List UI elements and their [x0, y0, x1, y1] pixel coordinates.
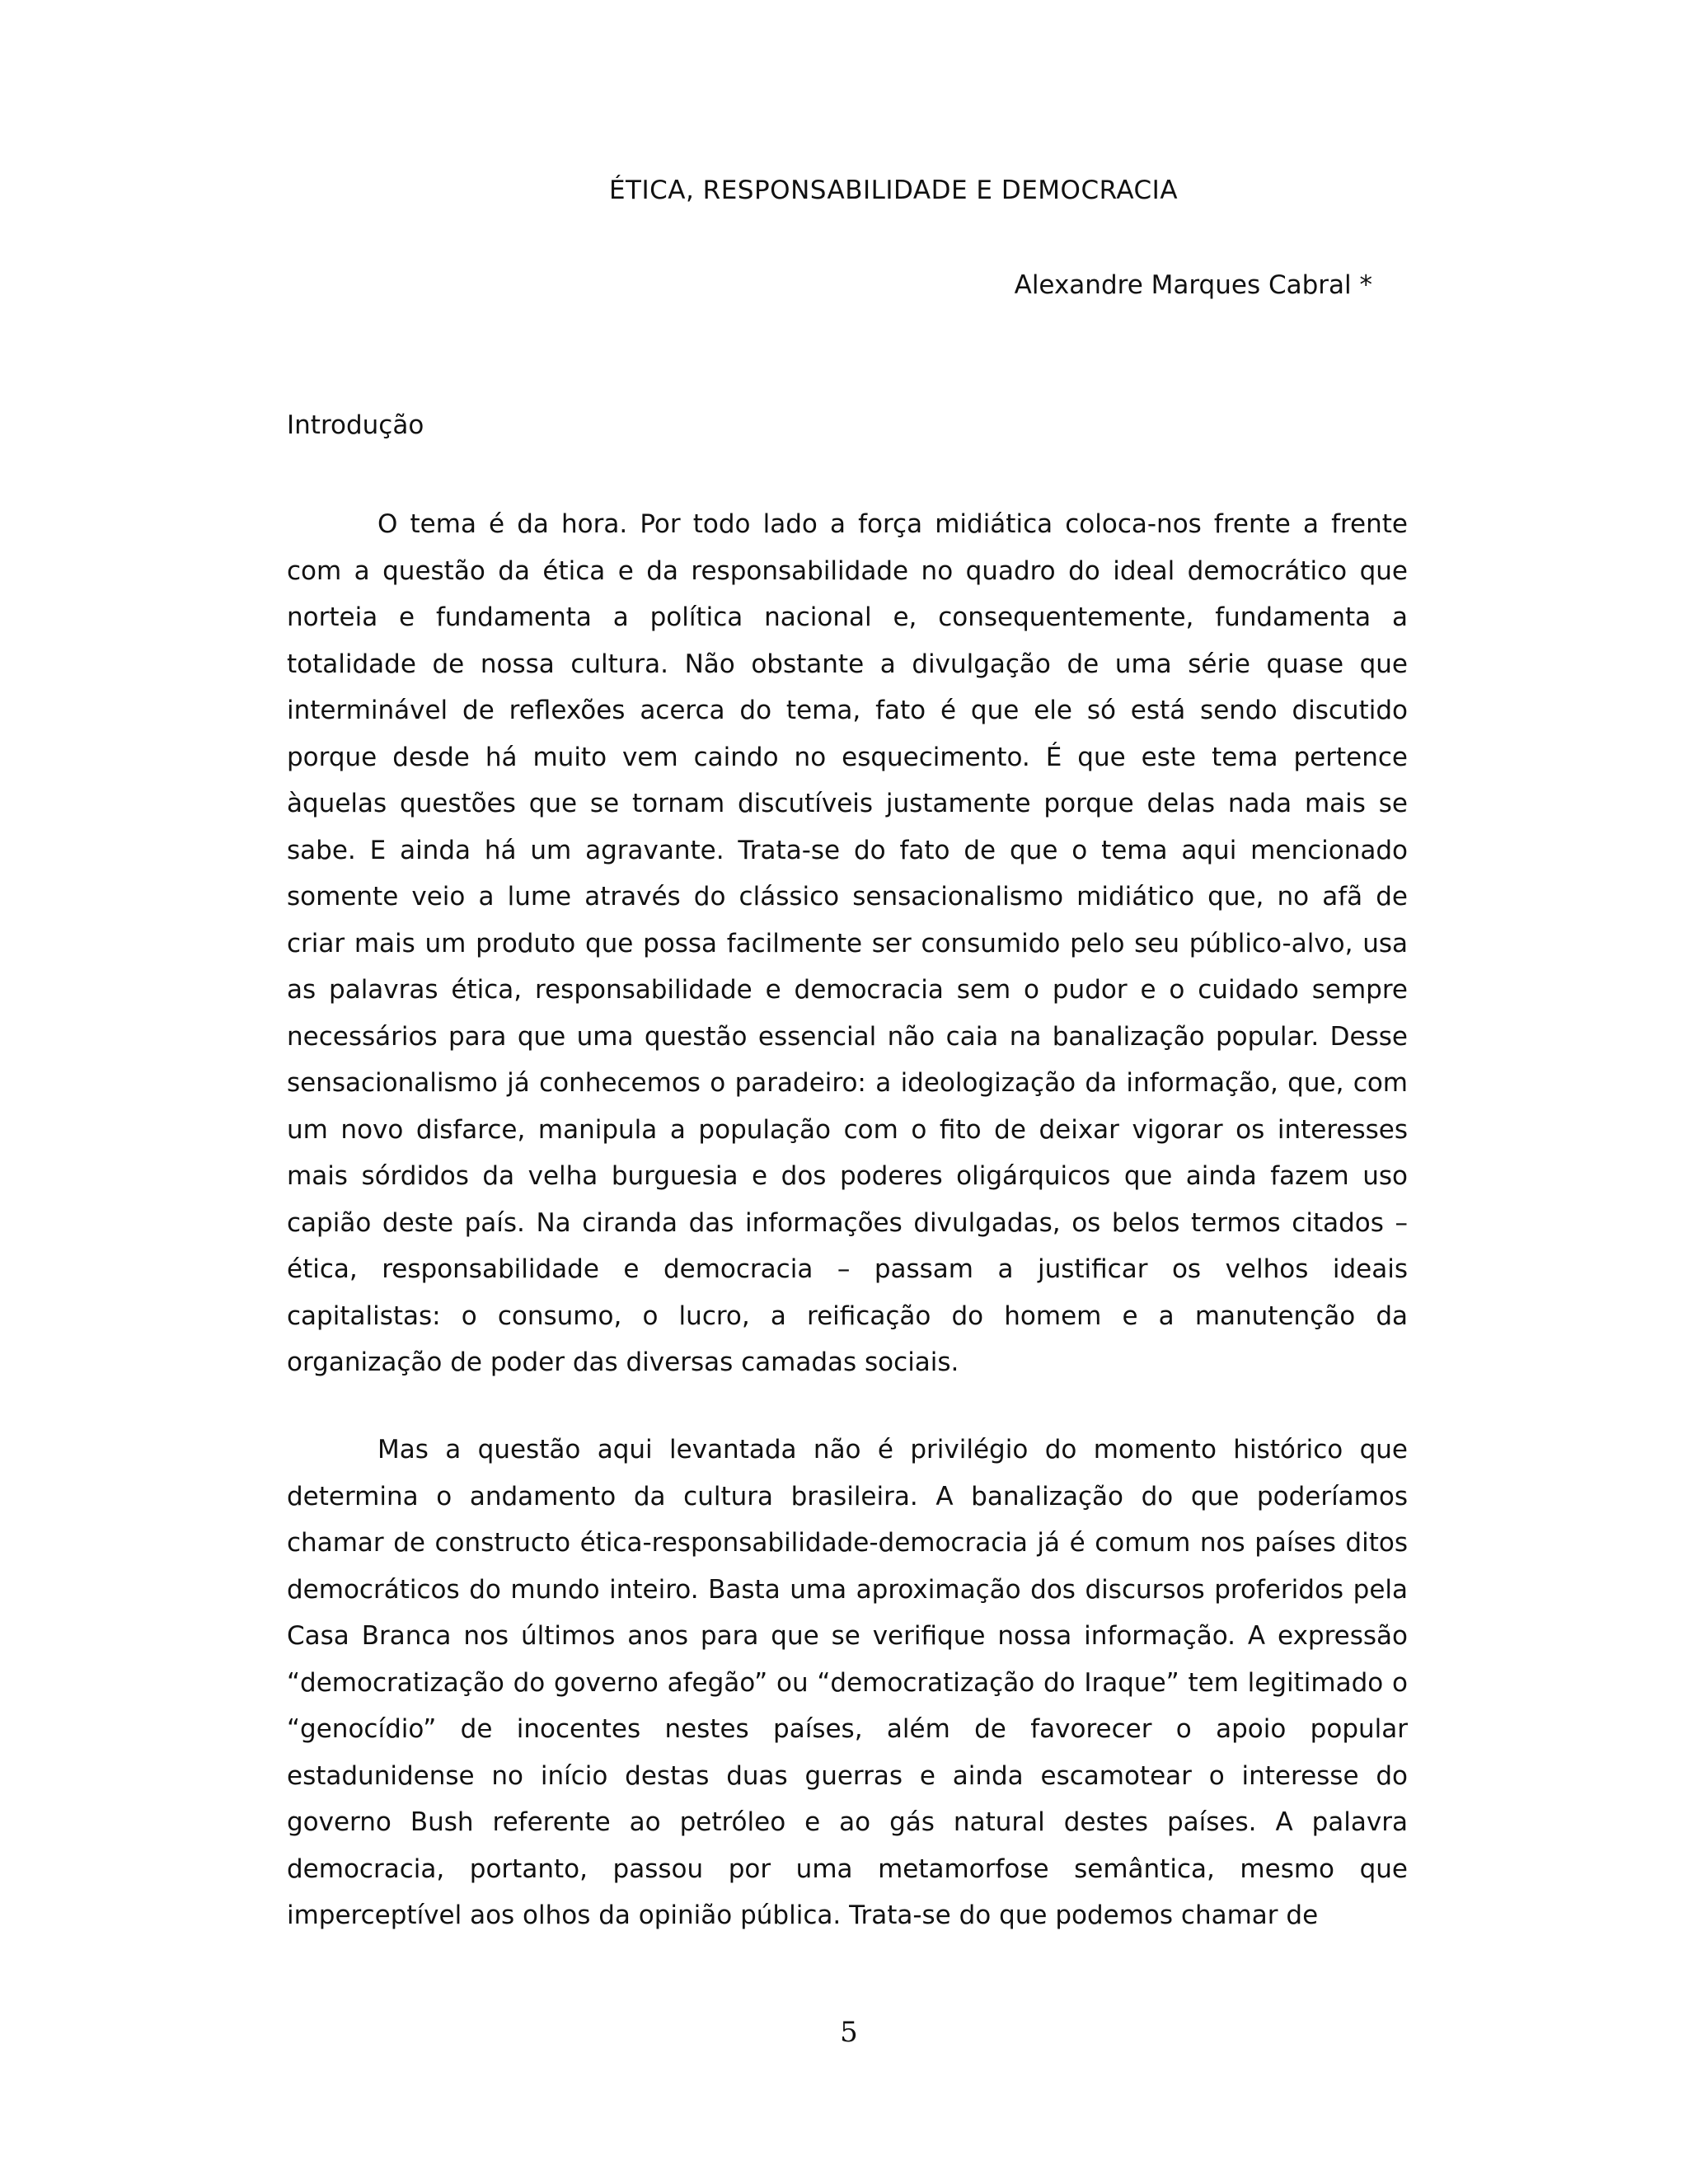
section-heading: Introdução [287, 410, 424, 440]
body-paragraph-2: Mas a questão aqui levantada não é privilégio do momento histórico que determina o andamento da cultura brasileira. A banalização do que poderíamos chamar de constructo ética-responsabilidade-democracia já é comum nos países ditos democráticos do mundo inteiro. Basta uma aproximação dos discursos proferidos pela Casa Branca nos últimos anos para que se verifique nossa informação. A expressão “democratização do governo afegão” ou “democratização do Iraque” tem legitimado o “genocídio” de inocentes nestes países, além de favorecer o apoio popular estadunidense no início destas duas guerras e ainda escamotear o interesse do governo Bush referente ao petróleo e ao gás natural destes países. A palavra democracia, portanto, passou por uma metamorfose semântica, mesmo que imperceptível aos olhos da opinião pública. Trata-se do que podemos chamar de [287, 1435, 1408, 1930]
author-name: Alexandre Marques Cabral * [1014, 270, 1372, 300]
body-paragraph-1: O tema é da hora. Por todo lado a força midiática coloca-nos frente a frente com a questão da ética e da responsabilidade no quadro do ideal democrático que norteia e fundamenta a política nacional e, consequentemente, fundamenta a totalidade de nossa cultura. Não obstante a divulgação de uma série quase que interminável de reflexões acerca do tema, fato é que ele só está sendo discutido porque desde há muito vem caindo no esquecimento. É que este tema pertence àquelas questões que se tornam discutíveis justamente porque delas nada mais se sabe. E ainda há um agravante. Trata-se do fato de que o tema aqui mencionado somente veio a lume através do clássico sensacionalismo midiático que, no afã de criar mais um produto que possa facilmente ser consumido pelo seu público-alvo, usa as palavras ética, responsabilidade e democracia sem o pudor e o cuidado sempre necessários para que uma questão essencial não caia na banalização popular. Desse sensacionalismo já conhecemos o paradeiro: a ideologização da informação, que, com um novo disfarce, manipula a população com o fito de deixar vigorar os interesses mais sórdidos da velha burguesia e dos poderes oligárquicos que ainda fazem uso capião deste país. Na ciranda das informações divulgadas, os belos termos citados – ética, responsabilidade e democracia – passam a justificar os velhos ideais capitalistas: o consumo, o lucro, a reificação do homem e a manutenção da organização de poder das diversas camadas sociais. [287, 509, 1408, 1377]
page-number: 5 [840, 2016, 858, 2049]
document-title: ÉTICA, RESPONSABILIDADE E DEMOCRACIA [608, 176, 1179, 205]
